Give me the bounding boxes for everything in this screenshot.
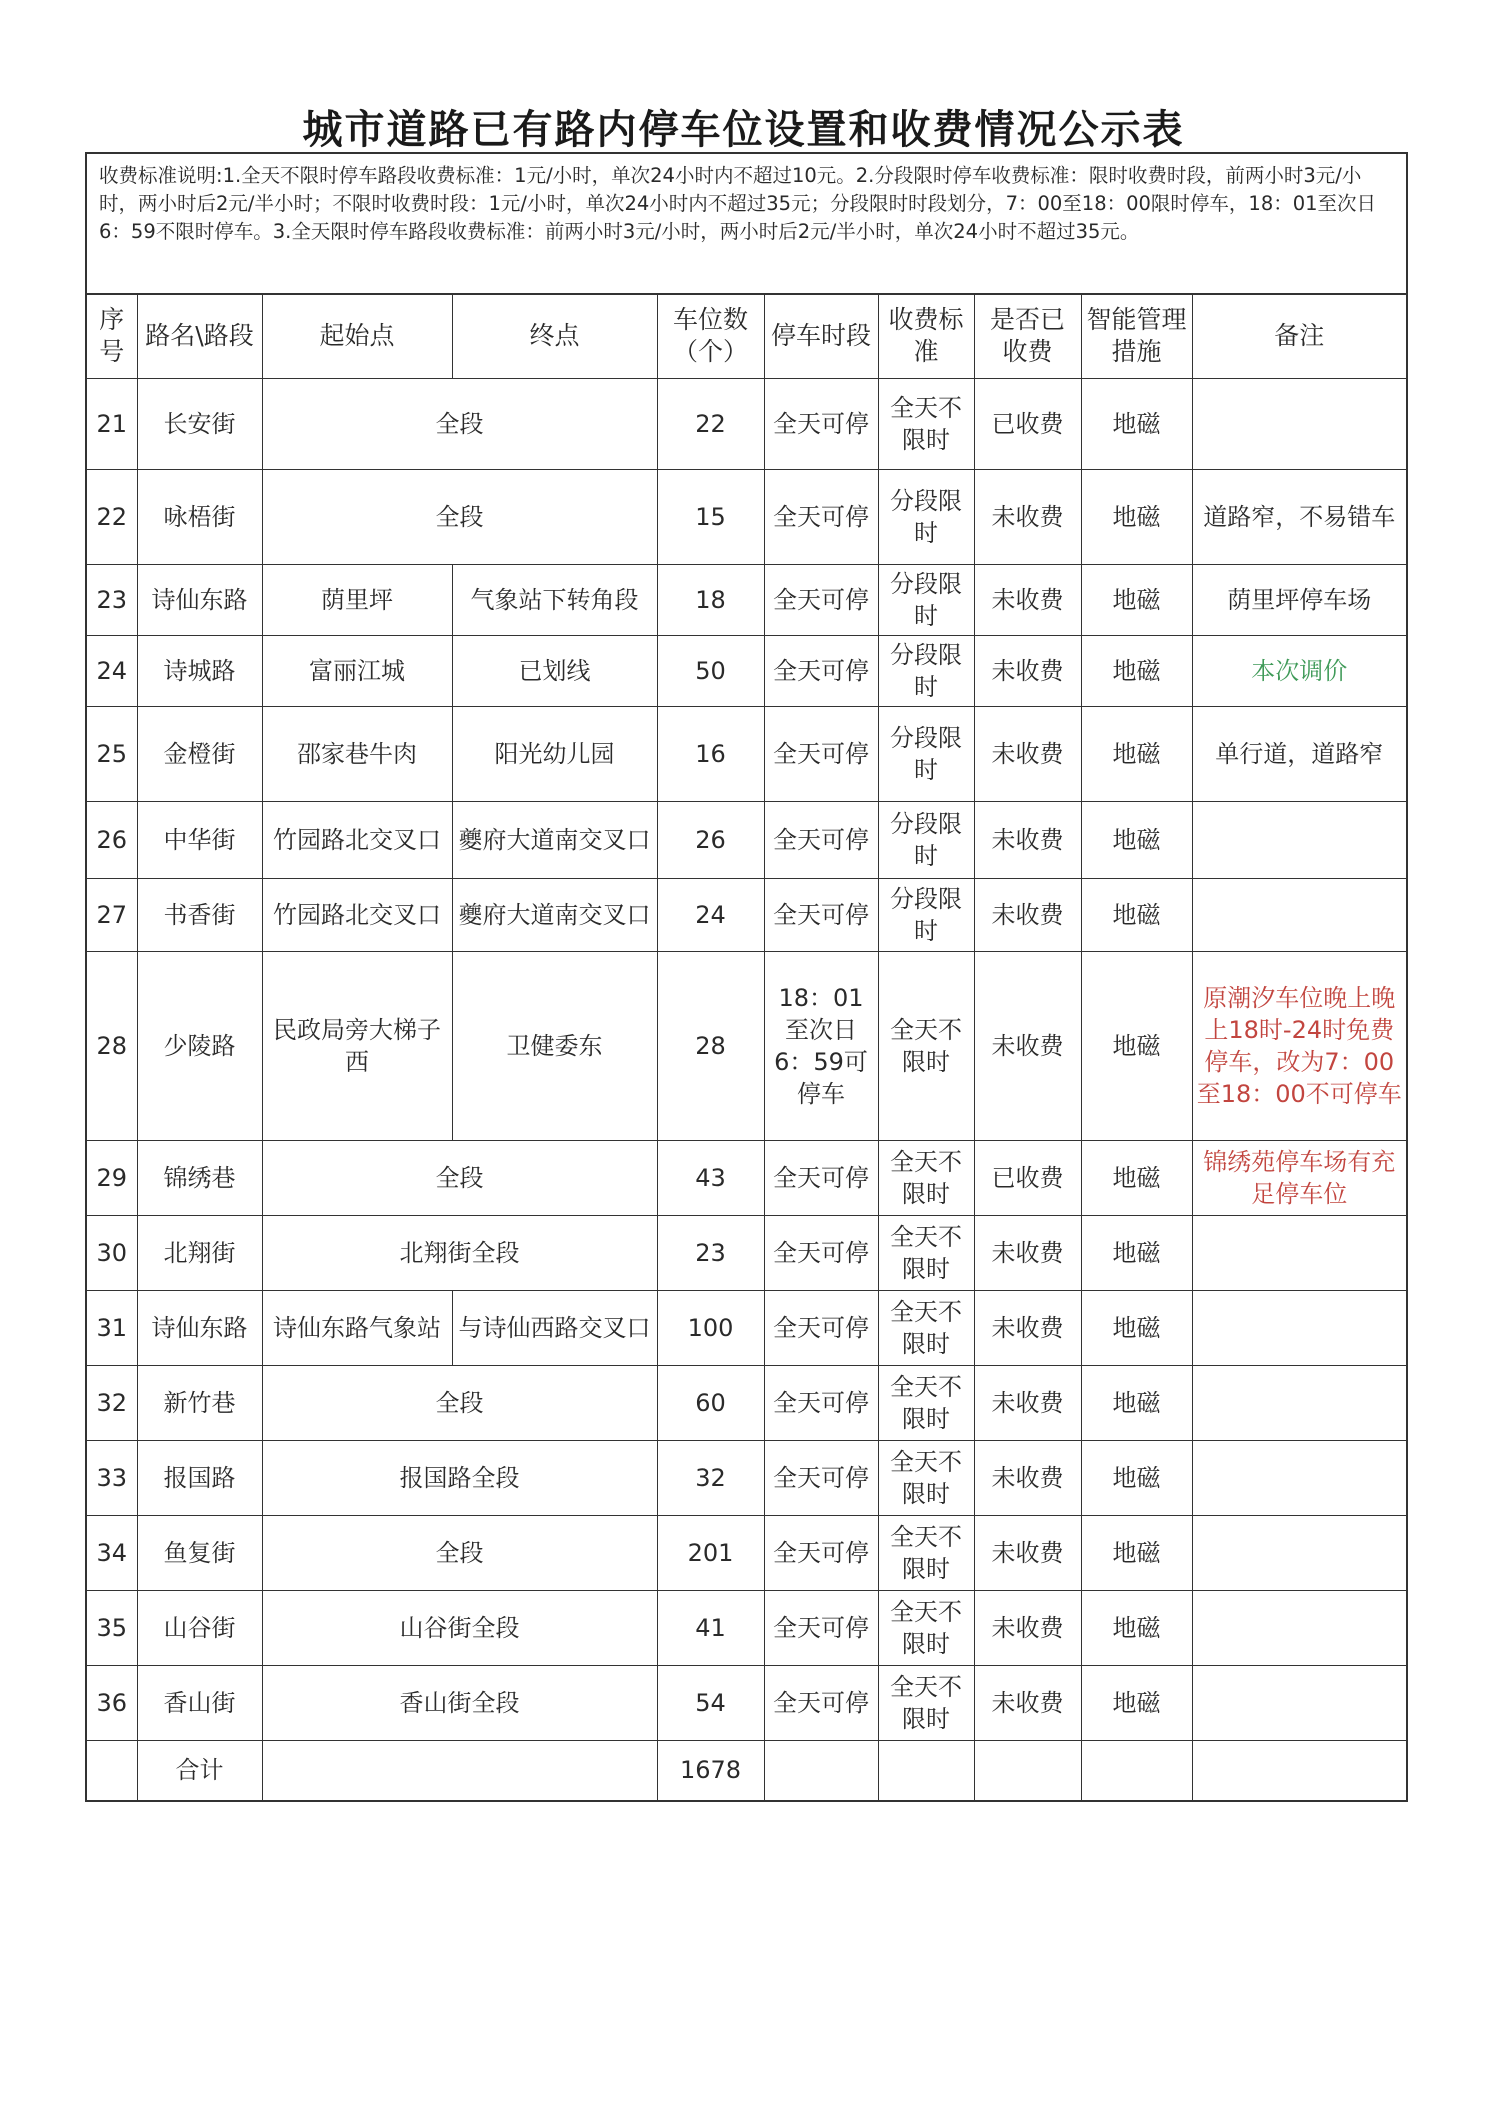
row-parking-period: 全天可停 bbox=[764, 378, 878, 469]
row-fee-standard: 全天不限时 bbox=[878, 1365, 974, 1440]
row-fee-standard: 分段限时 bbox=[878, 635, 974, 706]
table-row bbox=[87, 469, 1406, 564]
row-parking-period: 全天可停 bbox=[764, 1515, 878, 1590]
table-row bbox=[87, 635, 1406, 706]
row-end-point: 气象站下转角段 bbox=[452, 564, 657, 635]
row-no: 24 bbox=[87, 635, 137, 706]
table-row bbox=[87, 1365, 1406, 1440]
row-no: 29 bbox=[87, 1140, 137, 1215]
table-row bbox=[87, 878, 1406, 951]
row-start-point: 竹园路北交叉口 bbox=[262, 878, 452, 951]
row-charged-status: 未收费 bbox=[974, 801, 1081, 878]
row-remark bbox=[1192, 878, 1406, 951]
row-section-span: 全段 bbox=[262, 1365, 657, 1440]
row-parking-period: 全天可停 bbox=[764, 1290, 878, 1365]
row-no: 34 bbox=[87, 1515, 137, 1590]
row-no: 21 bbox=[87, 378, 137, 469]
row-no: 28 bbox=[87, 951, 137, 1140]
row-parking-period: 全天可停 bbox=[764, 1365, 878, 1440]
row-charged-status: 未收费 bbox=[974, 635, 1081, 706]
empty-cell bbox=[1192, 1740, 1406, 1800]
row-end-point: 夔府大道南交叉口 bbox=[452, 801, 657, 878]
row-fee-standard: 全天不限时 bbox=[878, 951, 974, 1140]
total-label: 合计 bbox=[137, 1740, 262, 1800]
row-end-point: 卫健委东 bbox=[452, 951, 657, 1140]
header-no: 序号 bbox=[87, 295, 137, 378]
row-fee-standard: 分段限时 bbox=[878, 469, 974, 564]
table-row bbox=[87, 1215, 1406, 1290]
row-spaces: 28 bbox=[657, 951, 764, 1140]
row-no: 22 bbox=[87, 469, 137, 564]
row-start-point: 竹园路北交叉口 bbox=[262, 801, 452, 878]
empty-cell bbox=[262, 1740, 657, 1800]
table-row bbox=[87, 706, 1406, 801]
row-smart-measure: 地磁 bbox=[1081, 706, 1192, 801]
row-remark: 道路窄，不易错车 bbox=[1192, 469, 1406, 564]
row-road-name: 少陵路 bbox=[137, 951, 262, 1140]
row-end-point: 与诗仙西路交叉口 bbox=[452, 1290, 657, 1365]
header-spaces: 车位数（个） bbox=[657, 295, 764, 378]
row-charged-status: 未收费 bbox=[974, 1665, 1081, 1740]
empty-cell bbox=[1081, 1740, 1192, 1800]
row-road-name: 书香街 bbox=[137, 878, 262, 951]
row-start-point: 邵家巷牛肉 bbox=[262, 706, 452, 801]
row-parking-period: 18：01至次日6：59可停车 bbox=[764, 951, 878, 1140]
row-remark bbox=[1192, 1665, 1406, 1740]
table-body bbox=[87, 378, 1406, 1800]
row-no: 30 bbox=[87, 1215, 137, 1290]
row-section-span: 香山街全段 bbox=[262, 1665, 657, 1740]
row-charged-status: 未收费 bbox=[974, 469, 1081, 564]
row-charged-status: 未收费 bbox=[974, 1290, 1081, 1365]
row-smart-measure: 地磁 bbox=[1081, 469, 1192, 564]
row-spaces: 50 bbox=[657, 635, 764, 706]
row-end-point: 夔府大道南交叉口 bbox=[452, 878, 657, 951]
header-smart: 智能管理措施 bbox=[1081, 295, 1192, 378]
row-fee-standard: 全天不限时 bbox=[878, 1290, 974, 1365]
row-road-name: 鱼复街 bbox=[137, 1515, 262, 1590]
empty-cell bbox=[878, 1740, 974, 1800]
row-charged-status: 未收费 bbox=[974, 1215, 1081, 1290]
row-charged-status: 未收费 bbox=[974, 878, 1081, 951]
row-spaces: 32 bbox=[657, 1440, 764, 1515]
table-row bbox=[87, 378, 1406, 469]
row-section-span: 报国路全段 bbox=[262, 1440, 657, 1515]
table-row bbox=[87, 951, 1406, 1140]
empty-cell bbox=[87, 1740, 137, 1800]
page-title: 城市道路已有路内停车位设置和收费情况公示表 bbox=[302, 106, 1185, 153]
row-spaces: 43 bbox=[657, 1140, 764, 1215]
header-road: 路名\路段 bbox=[137, 295, 262, 378]
row-road-name: 中华街 bbox=[137, 801, 262, 878]
row-spaces: 54 bbox=[657, 1665, 764, 1740]
row-no: 35 bbox=[87, 1590, 137, 1665]
row-section-span: 全段 bbox=[262, 469, 657, 564]
row-start-point: 荫里坪 bbox=[262, 564, 452, 635]
row-no: 31 bbox=[87, 1290, 137, 1365]
header-period: 停车时段 bbox=[764, 295, 878, 378]
row-spaces: 41 bbox=[657, 1590, 764, 1665]
table-row bbox=[87, 1440, 1406, 1515]
table-row bbox=[87, 1290, 1406, 1365]
row-remark bbox=[1192, 378, 1406, 469]
row-remark: 单行道，道路窄 bbox=[1192, 706, 1406, 801]
row-remark bbox=[1192, 801, 1406, 878]
row-start-point: 民政局旁大梯子西 bbox=[262, 951, 452, 1140]
empty-cell bbox=[764, 1740, 878, 1800]
row-charged-status: 未收费 bbox=[974, 564, 1081, 635]
row-road-name: 锦绣巷 bbox=[137, 1140, 262, 1215]
row-fee-standard: 全天不限时 bbox=[878, 1140, 974, 1215]
row-remark bbox=[1192, 1365, 1406, 1440]
row-section-span: 全段 bbox=[262, 1140, 657, 1215]
row-smart-measure: 地磁 bbox=[1081, 1590, 1192, 1665]
row-smart-measure: 地磁 bbox=[1081, 564, 1192, 635]
row-road-name: 金橙街 bbox=[137, 706, 262, 801]
table-row bbox=[87, 1665, 1406, 1740]
row-charged-status: 未收费 bbox=[974, 1365, 1081, 1440]
row-spaces: 23 bbox=[657, 1215, 764, 1290]
row-section-span: 全段 bbox=[262, 1515, 657, 1590]
row-fee-standard: 全天不限时 bbox=[878, 1590, 974, 1665]
row-road-name: 诗仙东路 bbox=[137, 564, 262, 635]
row-charged-status: 未收费 bbox=[974, 1440, 1081, 1515]
row-no: 23 bbox=[87, 564, 137, 635]
row-fee-standard: 全天不限时 bbox=[878, 1440, 974, 1515]
row-no: 36 bbox=[87, 1665, 137, 1740]
row-remark: 锦绣苑停车场有充足停车位 bbox=[1192, 1140, 1406, 1215]
row-start-point: 富丽江城 bbox=[262, 635, 452, 706]
row-end-point: 已划线 bbox=[452, 635, 657, 706]
row-charged-status: 未收费 bbox=[974, 951, 1081, 1140]
row-no: 26 bbox=[87, 801, 137, 878]
row-parking-period: 全天可停 bbox=[764, 635, 878, 706]
fee-standard-note: 收费标准说明:1.全天不限时停车路段收费标准：1元/小时，单次24小时内不超过10元。2.分段限时停车收费标准：限时收费时段，前两小时3元/小时，两小时后2元/半小时；不限时收费时段：1元/小时，单次24小时内不超过35元；分段限时时段划分，7：00至18：00限时停车，18：01至次日6：59不限时停车。3.全天限时停车路段收费标准：前两小时3元/小时，两小时后2元/半小时，单次24小时不超过35元。 bbox=[87, 154, 1406, 295]
row-parking-period: 全天可停 bbox=[764, 878, 878, 951]
row-fee-standard: 分段限时 bbox=[878, 801, 974, 878]
row-remark bbox=[1192, 1590, 1406, 1665]
row-no: 32 bbox=[87, 1365, 137, 1440]
row-smart-measure: 地磁 bbox=[1081, 1290, 1192, 1365]
row-smart-measure: 地磁 bbox=[1081, 1440, 1192, 1515]
row-spaces: 18 bbox=[657, 564, 764, 635]
row-smart-measure: 地磁 bbox=[1081, 1515, 1192, 1590]
row-road-name: 长安街 bbox=[137, 378, 262, 469]
table-row bbox=[87, 1515, 1406, 1590]
row-spaces: 16 bbox=[657, 706, 764, 801]
row-parking-period: 全天可停 bbox=[764, 801, 878, 878]
row-fee-standard: 全天不限时 bbox=[878, 1215, 974, 1290]
row-fee-standard: 分段限时 bbox=[878, 564, 974, 635]
row-charged-status: 已收费 bbox=[974, 378, 1081, 469]
total-spaces: 1678 bbox=[657, 1740, 764, 1800]
row-remark bbox=[1192, 1290, 1406, 1365]
table-header-row bbox=[87, 295, 1406, 378]
row-parking-period: 全天可停 bbox=[764, 469, 878, 564]
row-road-name: 诗仙东路 bbox=[137, 1290, 262, 1365]
row-charged-status: 未收费 bbox=[974, 1515, 1081, 1590]
row-start-point: 诗仙东路气象站 bbox=[262, 1290, 452, 1365]
table-row bbox=[87, 801, 1406, 878]
row-spaces: 100 bbox=[657, 1290, 764, 1365]
empty-cell bbox=[974, 1740, 1081, 1800]
row-parking-period: 全天可停 bbox=[764, 1215, 878, 1290]
row-spaces: 15 bbox=[657, 469, 764, 564]
parking-table bbox=[87, 295, 1406, 1800]
row-smart-measure: 地磁 bbox=[1081, 635, 1192, 706]
row-parking-period: 全天可停 bbox=[764, 564, 878, 635]
row-parking-period: 全天可停 bbox=[764, 1665, 878, 1740]
row-fee-standard: 全天不限时 bbox=[878, 378, 974, 469]
row-section-span: 山谷街全段 bbox=[262, 1590, 657, 1665]
row-remark: 原潮汐车位晚上晚上18时-24时免费停车，改为7：00至18：00不可停车 bbox=[1192, 951, 1406, 1140]
row-smart-measure: 地磁 bbox=[1081, 878, 1192, 951]
parking-table-sheet bbox=[85, 152, 1408, 1802]
header-charged: 是否已收费 bbox=[974, 295, 1081, 378]
row-parking-period: 全天可停 bbox=[764, 1590, 878, 1665]
row-spaces: 26 bbox=[657, 801, 764, 878]
row-charged-status: 未收费 bbox=[974, 1590, 1081, 1665]
row-charged-status: 未收费 bbox=[974, 706, 1081, 801]
row-remark bbox=[1192, 1440, 1406, 1515]
row-road-name: 咏梧街 bbox=[137, 469, 262, 564]
header-standard: 收费标准 bbox=[878, 295, 974, 378]
row-no: 25 bbox=[87, 706, 137, 801]
row-section-span: 全段 bbox=[262, 378, 657, 469]
row-remark: 本次调价 bbox=[1192, 635, 1406, 706]
row-road-name: 报国路 bbox=[137, 1440, 262, 1515]
row-spaces: 60 bbox=[657, 1365, 764, 1440]
row-parking-period: 全天可停 bbox=[764, 1140, 878, 1215]
row-road-name: 香山街 bbox=[137, 1665, 262, 1740]
row-smart-measure: 地磁 bbox=[1081, 378, 1192, 469]
row-spaces: 201 bbox=[657, 1515, 764, 1590]
row-road-name: 诗城路 bbox=[137, 635, 262, 706]
row-section-span: 北翔街全段 bbox=[262, 1215, 657, 1290]
row-fee-standard: 分段限时 bbox=[878, 878, 974, 951]
row-parking-period: 全天可停 bbox=[764, 706, 878, 801]
header-end: 终点 bbox=[452, 295, 657, 378]
row-smart-measure: 地磁 bbox=[1081, 1365, 1192, 1440]
row-fee-standard: 全天不限时 bbox=[878, 1515, 974, 1590]
row-road-name: 山谷街 bbox=[137, 1590, 262, 1665]
row-fee-standard: 全天不限时 bbox=[878, 1665, 974, 1740]
row-smart-measure: 地磁 bbox=[1081, 801, 1192, 878]
table-row bbox=[87, 564, 1406, 635]
header-start: 起始点 bbox=[262, 295, 452, 378]
row-spaces: 24 bbox=[657, 878, 764, 951]
table-row bbox=[87, 1590, 1406, 1665]
row-smart-measure: 地磁 bbox=[1081, 1215, 1192, 1290]
row-remark: 荫里坪停车场 bbox=[1192, 564, 1406, 635]
row-road-name: 新竹巷 bbox=[137, 1365, 262, 1440]
row-no: 27 bbox=[87, 878, 137, 951]
row-fee-standard: 分段限时 bbox=[878, 706, 974, 801]
row-smart-measure: 地磁 bbox=[1081, 1665, 1192, 1740]
row-remark bbox=[1192, 1215, 1406, 1290]
header-remark: 备注 bbox=[1192, 295, 1406, 378]
row-no: 33 bbox=[87, 1440, 137, 1515]
row-road-name: 北翔街 bbox=[137, 1215, 262, 1290]
row-parking-period: 全天可停 bbox=[764, 1440, 878, 1515]
row-end-point: 阳光幼儿园 bbox=[452, 706, 657, 801]
row-smart-measure: 地磁 bbox=[1081, 951, 1192, 1140]
table-row bbox=[87, 1140, 1406, 1215]
total-row bbox=[87, 1740, 1406, 1800]
row-charged-status: 已收费 bbox=[974, 1140, 1081, 1215]
row-spaces: 22 bbox=[657, 378, 764, 469]
row-smart-measure: 地磁 bbox=[1081, 1140, 1192, 1215]
row-remark bbox=[1192, 1515, 1406, 1590]
